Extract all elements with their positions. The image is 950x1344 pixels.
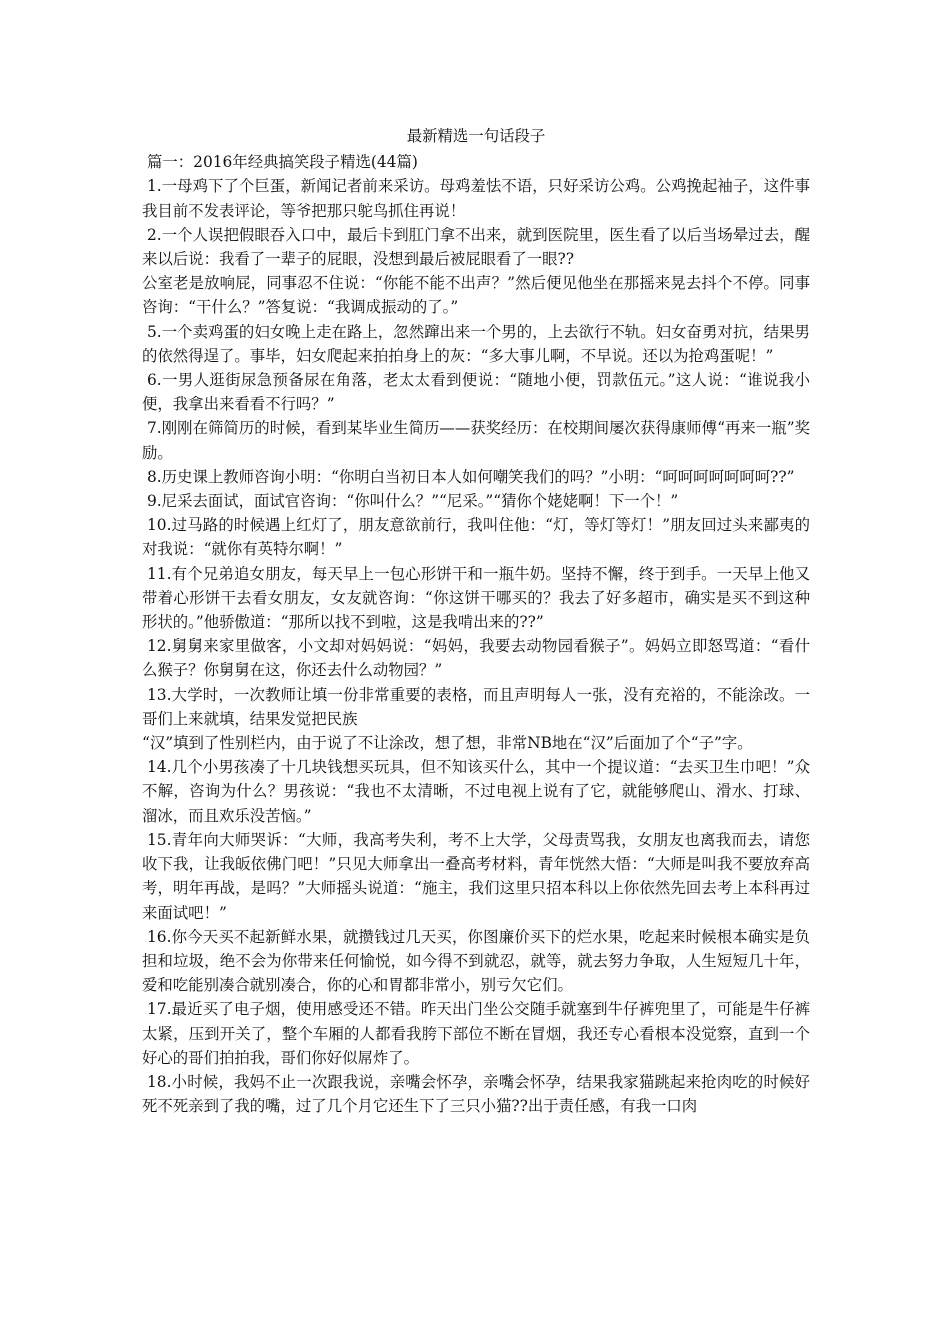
- document-page: [142, 124, 810, 1118]
- paragraph: 8.历史课上教师咨询小明：“你明白当初日本人如何嘲笑我们的吗？”小明：“呵呵呵呵呵呵呵??”: [147, 467, 795, 486]
- paragraph: 12.舅舅来家里做客，小文却对妈妈说：“妈妈，我要去动物园看猴子”。妈妈立即怒骂道：“看什么猴子？你舅舅在这，你还去什么动物园？”: [142, 637, 810, 680]
- paragraph: 18.小时候，我妈不止一次跟我说，亲嘴会怀孕，亲嘴会怀孕，结果我家猫跳起来抢肉吃的时候好死不死亲到了我的嘴，过了几个月它还生下了三只小猫??出于责任感，有我一口肉: [142, 1072, 810, 1116]
- paragraph: 9.尼采去面试，面试官咨询：“你叫什么？”“尼采。”“猜你个姥姥啊！下一个！”: [147, 492, 679, 511]
- paragraph: 10.过马路的时候遇上红灯了，朋友意欲前行，我叫住他：“灯，等灯等灯！”朋友回过头来鄙夷的对我说：“就你有英特尔啊！”: [142, 516, 810, 559]
- paragraph: 公室老是放响屁，同事忍不住说：“你能不能不出声？”然后便见他坐在那摇来晃去抖个不停。同事咨询：“干什么？”答复说：“我调成振动的了。”: [142, 274, 810, 317]
- paragraph: 13.大学时，一次教师让填一份非常重要的表格，而且声明每人一张，没有充裕的，不能涂改。一哥们上来就填，结果发觉把民族: [142, 685, 810, 728]
- section-heading: 篇一：2016年经典搞笑段子精选(44篇): [147, 153, 418, 172]
- paragraph: 7.刚刚在筛简历的时候，看到某毕业生简历——获奖经历：在校期间屡次获得康师傅“再来一瓶”奖励。: [142, 419, 810, 462]
- paragraph: 15.青年向大师哭诉：“大师，我高考失利，考不上大学，父母责骂我，女朋友也离我而去，请您收下我，让我皈依佛门吧！”只见大师拿出一叠高考材料，青年恍然大悟：“大师是叫我不要放弃高考，明年再战，是吗？”大师摇头说道：“施主，我们这里只招本科以上你依然先回去考上本科再过来面试吧！”: [142, 830, 810, 922]
- document-title: 最新精选一句话段子: [406, 127, 546, 145]
- paragraph: 16.你今天买不起新鲜水果，就攒钱过几天买，你图廉价买下的烂水果，吃起来时候根本确实是负担和垃圾，绝不会为你带来任何愉悦，如今得不到就忍，就等，就去努力争取，人生短短几十年，爱和吃能别凑合就别凑合，你的心和胃都非常小，别亏欠它们。: [142, 927, 810, 995]
- paragraph: 1.一母鸡下了个巨蛋，新闻记者前来采访。母鸡羞怯不语，只好采访公鸡。公鸡挽起袖子，这件事我目前不发表评论，等爷把那只鸵鸟抓住再说！: [142, 177, 810, 220]
- paragraph-list: [142, 174, 810, 1118]
- paragraph: 11.有个兄弟追女朋友，每天早上一包心形饼干和一瓶牛奶。坚持不懈，终于到手。一天早上他又带着心形饼干去看女朋友，女友就咨询：“你这饼干哪买的？我去了好多超市，确实是买不到这种形状的。”他骄傲道：“那所以找不到啦，这是我啃出来的??”: [142, 564, 810, 632]
- paragraph: 6.一男人逛街尿急预备尿在角落，老太太看到便说：“随地小便，罚款伍元。”这人说：“谁说我小便，我拿出来看看不行吗？”: [142, 371, 810, 414]
- paragraph: 2.一个人误把假眼吞入口中，最后卡到肛门拿不出来，就到医院里，医生看了以后当场晕过去，醒来以后说：我看了一辈子的屁眼，没想到最后被屁眼看了一眼??: [142, 225, 810, 269]
- paragraph: 14.几个小男孩凑了十几块钱想买玩具，但不知该买什么，其中一个提议道：“去买卫生巾吧！”众不解，咨询为什么？男孩说：“我也不太清晰，不过电视上说有了它，就能够爬山、滑水、打球、溜冰，而且欢乐没苦恼。”: [142, 758, 810, 825]
- paragraph: “汉”填到了性别栏内，由于说了不让涂改，想了想，非常NB地在“汉”后面加了个“子”字。: [142, 734, 753, 753]
- paragraph: 17.最近买了电子烟，使用感受还不错。昨天出门坐公交随手就塞到牛仔裤兜里了，可能是牛仔裤太紧，压到开关了，整个车厢的人都看我胯下部位不断在冒烟，我还专心看根本没觉察，直到一个好心的哥们拍拍我，哥们你好似屌炸了。: [142, 1000, 810, 1067]
- paragraph: 5.一个卖鸡蛋的妇女晚上走在路上，忽然蹿出来一个男的，上去欲行不轨。妇女奋勇对抗，结果男的依然得逞了。事毕，妇女爬起来拍拍身上的灰：“多大事儿啊，不早说。还以为抢鸡蛋呢！”: [142, 322, 810, 365]
